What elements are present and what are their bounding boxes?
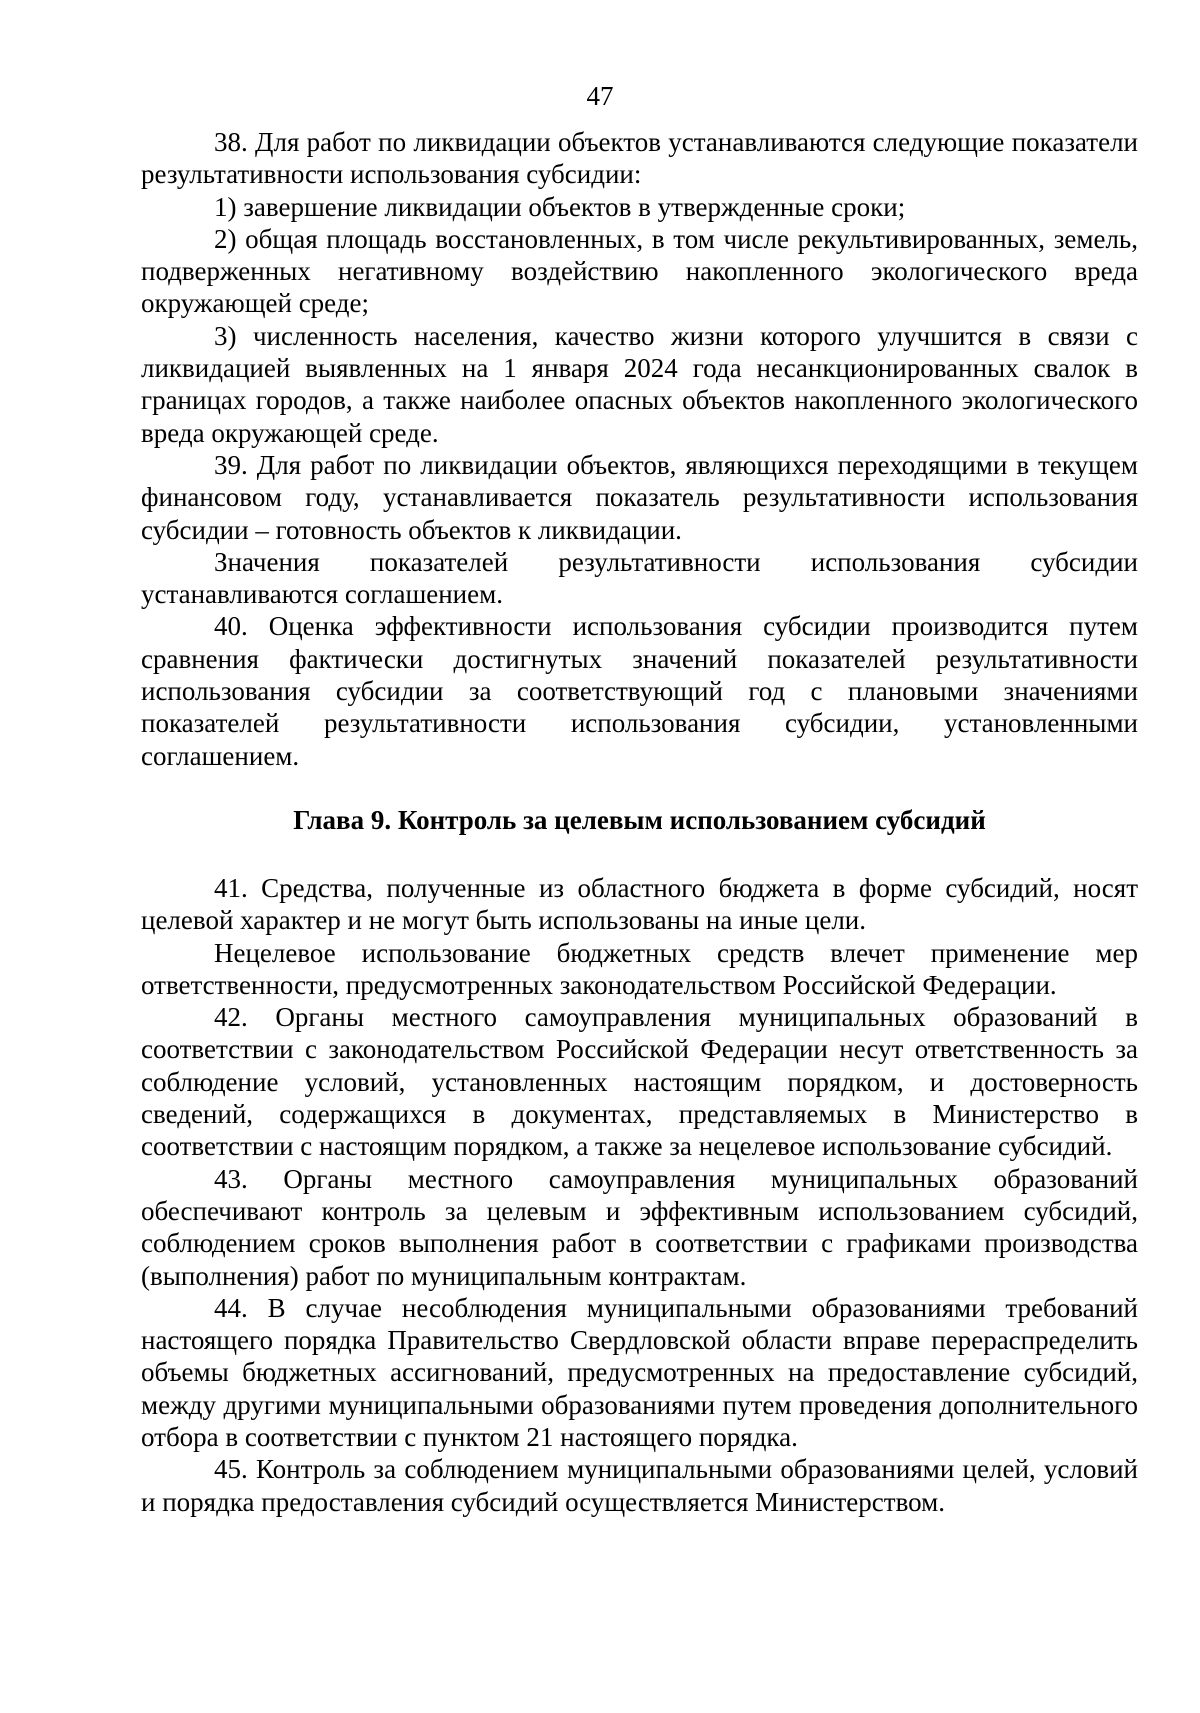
document-body: [141, 126, 1138, 1518]
paragraph-38: 38. Для работ по ликвидации объектов устанавливаются следующие показатели результативности использования субсидии:: [141, 127, 1138, 190]
chapter-title: Глава 9. Контроль за целевым использованием субсидий: [293, 804, 986, 835]
list-item-3: 3) численность населения, качество жизни которого улучшится в связи с ликвидацией выявленных на 1 января 2024 года несанкционированных свалок в границах городов, а также наиболее опасных объектов накопленного экологического вреда окружающей среде.: [141, 320, 1138, 448]
paragraph-43: 43. Органы местного самоуправления муниципальных образований обеспечивают контроль за целевым и эффективным использованием субсидий, соблюдением сроков выполнения работ в соответствии с графиками производства (выполнения) работ по муниципальным контрактам.: [141, 1163, 1138, 1291]
paragraph-39-values: Значения показателей результативности использования субсидии устанавливаются соглашением.: [141, 546, 1138, 610]
list-item-2: 2) общая площадь восстановленных, в том числе рекультивированных, земель, подверженных негативному воздействию накопленного экологического вреда окружающей среде;: [141, 223, 1138, 319]
paragraph-41: 41. Средства, полученные из областного бюджета в форме субсидий, носят целевой характер и не могут быть использованы на иные цели.: [141, 872, 1138, 936]
paragraph-42: 42. Органы местного самоуправления муниципальных образований в соответствии с законодательством Российской Федерации несут ответственность за соблюдение условий, установленных настоящим порядком, и достоверность сведений, содержащихся в документах, представляемых в Министерство в соответствии с настоящим порядком, а также за нецелевое использование субсидий.: [141, 1002, 1138, 1162]
paragraph-41-misuse: Нецелевое использование бюджетных средств влечет применение мер ответственности, предусмотренных законодательством Российской Федерации.: [141, 937, 1138, 1000]
paragraph-40: 40. Оценка эффективности использования субсидии производится путем сравнения фактически достигнутых значений показателей результативности использования субсидии за соответствующий год с плановыми значениями показателей результативности использования субсидии, установленными соглашением.: [141, 611, 1138, 771]
page-number: 47: [586, 81, 614, 111]
paragraph-45: 45. Контроль за соблюдением муниципальными образованиями целей, условий и порядка предоставления субсидий осуществляется Министерством.: [141, 1454, 1138, 1517]
paragraph-44: 44. В случае несоблюдения муниципальными образованиями требований настоящего порядка Правительство Свердловской области вправе перераспределить объемы бюджетных ассигнований, предусмотренных на предоставление субсидий, между другими муниципальными образованиями путем проведения дополнительного отбора в соответствии с пунктом 21 настоящего порядка.: [141, 1292, 1138, 1452]
paragraph-39: 39. Для работ по ликвидации объектов, являющихся переходящими в текущем финансовом году, устанавливается показатель результативности использования субсидии – готовность объектов к ликвидации.: [141, 449, 1138, 545]
list-item-1: 1) завершение ликвидации объектов в утвержденные сроки;: [214, 191, 906, 222]
